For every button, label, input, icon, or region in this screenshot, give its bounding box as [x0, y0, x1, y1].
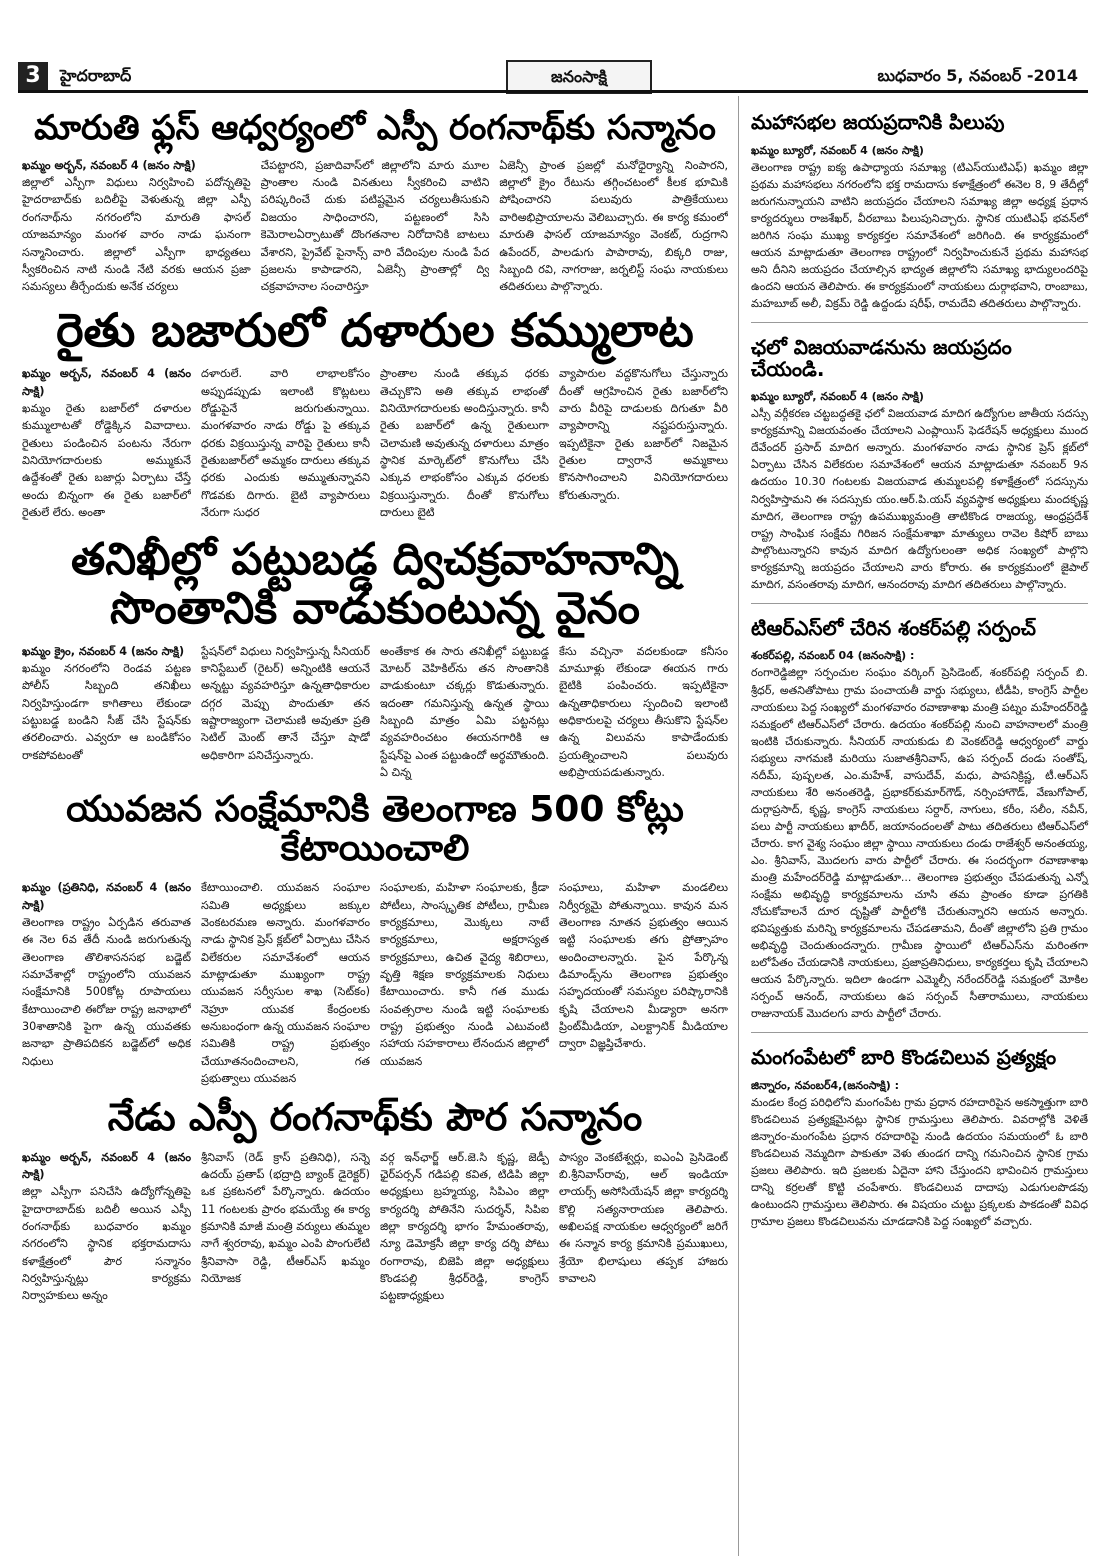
story-3-col-1 [22, 643, 191, 782]
story-8-body [751, 647, 1088, 1022]
story-1-body [22, 157, 728, 296]
story-2-col-1 [22, 365, 191, 521]
story-8-headline: టిఆర్ఎస్‌లో చేరిన శంకర్‌పల్లి సర్పంచ్ [751, 615, 1036, 640]
story-6-body [751, 142, 1088, 312]
story-4-headline-line-1: యువజన సంక్షేమానికి తెలంగాణ 500 కోట్లు [66, 789, 684, 831]
story-2-byline: ఖమ్మం అర్బన్, నవంబర్ 4 (జనం సాక్షి) [22, 367, 191, 398]
story-3-headline-line-2: సొంతానికి వాడుకుంటున్న వైనం [110, 583, 640, 635]
story-3-text-1: ఖమ్మం నగరంలోని రెండవ పట్టణ పోలీస్ సిబ్బంది తనిఖీలు నిర్వహిస్తుండగా కాగితాలు లేకుండా పట్టుబడ్డ బండిని సీజ్ చేసి స్టేషన్‌కు తరలించారు. ఎవ్వరూ ఆ బండికోసం రాకపోవటంతో [22, 661, 191, 762]
story-5-text-1: జిల్లా ఎస్పీగా పనిచేసి ఉద్యోగోన్నతిపై హైదారాబాద్‌కు బదిలీ అయిన ఎస్పీ రంగనాథ్‌కు బుధవారం ఖమ్మం నగరంలోని స్థానిక భక్తరామదాసు కళాక్షేత్రంలో పౌర సన్మానం నిర్వహిస్తున్నట్లు కార్యక్రమ నిర్వాహకులు అన్నం [22, 1185, 191, 1303]
story-4-col-4: సంఘాలు, మహిళా మండలిలు నిర్వీర్యమై పోతున్నాయి. కావున మన తెలంగాణ నూతన ప్రభుత్వం ఆయిన ఇట్టి సంఘాలకు తగు ప్రోత్సాహం అందించాలన్నారు. పైన పేర్కొన్న డిమాండ్స్‌ను తెలంగాణ ప్రభుత్వం సహృదయంతో సమస్యల పరిష్కారానికి కృషి చేయాలని మీడ్యారా అనగా ప్రింట్‌మీడియా, ఎలక్ట్రానిక్ మీడియాల ద్వారా విజ్ఞప్తిచేశారు. [559, 881, 728, 1051]
issue-date: బుధవారం 5, నవంబర్ -2014 [877, 66, 1078, 85]
story-1-col-3: ఏజెన్సీ ప్రాంత ప్రజల్లో మనోధైర్యాన్ని నింపారని, జిల్లాలో క్రైం రేటును తగ్గించటంలో కీలక భూమికి పోషించారని పలువురు పాత్రికేయులు వారిఅభిప్రాయాలను వెలిబుచ్చారు. ఈ కార్య కమంలో మారుతి ఫాసల్ యాజమాన్యం వెంకట్, రుద్రగాని ఉపేందర్, పాలడుగు పాపారావు, బిక్కరి రాజు, సిబ్బంది రవి, నాగరాజు, జర్నలిస్ట్ సంఘ నాయకులు తదితరులు పాల్గొన్నారు. [499, 158, 729, 294]
story-6-text: తెలంగాణ రాష్ట్ర ఐక్య ఉపాధ్యాయ సమాఖ్య (టిఎస్‌యుటిఎఫ్) ఖమ్మం జిల్లా ప్రథమ మహాసభలు నగరంలోని భక్త రామదాసు కళాక్షేత్రంలో ఈనెల 8, 9 తేదీల్లో జరుగనున్నాయని వాటిని జయప్రదం చేయాలని సమాఖ్య జిల్లా అధ్యక్ష ప్రధాన కార్యదర్శులు రాజశేఖర్, వీరబాబు పిలుపునిచ్చారు. స్థానిక యుటిఎఫ్ భవన్‌లో జరిగిన సంఘ ముఖ్య కార్యకర్తల సమావేశంలో జరిగింది. ఈ కార్యక్రమంలో ఆయన మాట్లాడుతూ తెలంగాణ రాష్ట్రంలో నిర్వహించుకునే ప్రథమ మహాసభ అని దీనిని జయప్రదం చేయాల్సిన భాద్యత జిల్లాలోని సమాఖ్య భాద్యులందరిపై ఉందని ఆయన తెలిపారు. ఈ కార్యక్రమంలో నాయకులు దుర్గాభవాని, రాంబాబు, మహబూబ్ అలీ, విక్రమ్ రెడ్డి ఉద్దండు షరీఫ్, రామదేవి తదితరులు పాల్గొన్నారు. [751, 160, 1088, 311]
masthead [18, 14, 1088, 92]
story-9-body [751, 1077, 1088, 1230]
story-9-byline: జిన్నారం, నవంబర్4,(జనంసాక్షి) : [751, 1079, 900, 1093]
masthead-rule [18, 90, 1088, 93]
story-7-headline: ఛలో విజయవాడనును జయప్రదం చేయండి. [751, 335, 1012, 381]
story-5-col-2: శ్రీనివాస్ (రెడ్ క్రాస్ ప్రతినిధి), సన్నె ఉదయ్ ప్రతాప్ (భద్రాద్రి బ్యాంక్ డైరెక్టర్) ఒక ప్రకటనలో పేర్కొన్నారు. ఉదయం 11 గంటలకు ప్రారం భమయ్యే ఈ కార్య క్రమానికి మాజీ మంత్రి వర్యులు తుమ్మల నాగే శ్వరరావు, ఖమ్మం ఎంపి పొంగులేటి శ్రీనివాసా రెడ్డి, టీఆర్ఎస్ ఖమ్మం నియోజక [201, 1150, 370, 1286]
story-3-byline: ఖమ్మం క్రైం, నవంబర్ 4 (జనం సాక్షి) [22, 644, 185, 658]
story-4-body [22, 879, 728, 1087]
story-3-col-2: స్టేషన్‌లో విధులు నిర్వహిస్తున్న సీనియర్ కానిస్టేబుల్ (రైటర్) అన్నింటికి ఆయనే అన్నట్టు వ్యవహరిస్తూ ఉన్నతాధికారుల దగ్గర మెప్పు పొందుతూ తన ఇష్టారాజ్యంగా చెలామణి అవుతూ ప్రతి సెటిల్ మెంట్ తానే చేస్తూ షాడో అధికారిగా పనిచేస్తున్నారు. [201, 644, 370, 762]
edition-city: హైదరాబాద్ [60, 66, 132, 85]
story-3-body [22, 643, 728, 782]
story-1-col-2: చేపట్టారని, ప్రజాదివాస్‌లో జిల్లాలోని మారు మూల ప్రాంతాల నుండి వినతులు స్వీకరించి వాటిని పరిష్కరించే దుకు పటిష్టమైన చర్యలుతీసుకుని విజయం సాధించారని, పట్టణంలో సిసి కెమెరాలఏర్పాటుతో దొంగతనాల నిరోదానికి బాటలు వేశారని, ప్రైవేట్ పైనాన్స్ వారి వేదింపుల నుండి పేద ప్రజలను కాపాడారని, ఏజెన్సీ ప్రాంతాల్లో ద్వి చక్రవాహనాల సంచారిస్తూ [260, 158, 490, 294]
story-8-text: రంగారెడ్డిజిల్లా సర్పంచుల సంఘం వర్కింగ్ ప్రెసిడెంట్, శంకర్‌పల్లి సర్పంచ్ బి. శ్రీధర్, అతనితోపాటు గ్రామ పంచాయతీ వార్డు సభ్యులు, టీడీపి, కాంగ్రెస్ పార్టీల నాయకులు పెద్ద సంఖ్యలో మంగళవారం రవాణాశాఖ మంత్రి పట్నం మహేందర్‌రెడ్డి సమక్షంలో టిఆర్ఎస్‌లో చేరారు. ఉదయం శంకర్‌పల్లి నుంచి వాహనాలలో మంత్రి ఇంటికి చేరుకున్నారు. సీనియర్ నాయకుడు బి వెంకట్‌రెడ్డి ఆధ్వర్యంలో వార్డు సభ్యులు నాగమణి మరియు సుజాతశ్రీనివాస్, ఉప సర్పంచ్ దండు సంతోష్, నదీమ్, పుష్పలత, ఎం.మహేశ్, వాసుదేవ్, మధు, పాపనిక్రిష్ణ, టీ.ఆర్ఎస్ నాయకులు శేరి అనంతరెడ్డి, ప్రభాకర్‌కుమార్‌గౌడ్, నర్సింహాగౌడ్, వేణుగోపాల్, దుర్గాప్రసాద్, కృష్ణ, కాంగ్రెస్ నాయకులు సర్దార్, నాగులు, కరీం, సలీం, నవీన్, పలు పార్టీ నాయకులు ఖాదీర్, జయానందంలతో పాటు తదితరులు టిఆర్ఎస్‌లో చేరారు. కాగ వైశ్య సంఘం జిల్లా స్థాయి నాయకులు దండు రాజేశ్వర్ అనంతయ్య, ఎం. శ్రీనివాస్, మొదలగు వారు పార్టీలో చేరారు. ఈ సందర్భంగా రవాణాశాఖ మంత్రి మహేందర్‌రెడ్డి మాట్లాడుతూ... తెలంగాణ ప్రభుత్వం చేపడుతున్న ఎన్నో సంక్షేమ అభివృద్ధి కార్యక్రమాలను చూసి తమ ప్రాంతం కూడా ప్రగతికి నోచుకోవాలనే దూర దృష్టితో పార్టీలోకి చేరుతున్నారని ఆయన అన్నారు. భవిష్యత్తుకు మరిన్ని కార్యక్రమాలను చేపడతామని, దీంతో జిల్లాలోని ప్రతి గ్రామం అభివృద్ధి చెందుతుందన్నారు. గ్రామీణ స్థాయిలో టిఆర్ఎస్‌ను మరింతగా బలోపేతం చేయడానికి నాయకులు, ప్రజాప్రతినిధులు, కార్యకర్తలు కృషి చేయాలని ఆయన పేర్కొన్నారు. ఇదిలా ఉండగా ఎమ్మెల్సీ నరేందర్‌రెడ్డి సమక్షంలో మోకిల సర్పంచ్ ఆనంద్, నాయకులు ఉప సర్పంచ్ సీతారాములు, నాయకులు రాజునాయక్ మొదలగు వారు పార్టీలో చేరారు. [751, 666, 1088, 1021]
story-1-col-1 [22, 157, 251, 296]
sidebar-divider [751, 1032, 1088, 1033]
paper-logo: జనంసాక్షి [506, 60, 652, 94]
story-4-col-3: సంఘాలకు, మహిళా సంఘాలకు, క్రీడా పోటీలు, సాంస్కృతిక పోటీలు, గ్రామీణ కార్యక్రమాలు, మొక్కలు నాటే కార్యక్రమాలు, అక్షరాస్యత కార్యక్రమాలు, ఉచిత వైద్య శిబిరాలు, వృత్తి శిక్షణ కార్యక్రమాలకు నిధులు కేటాయించారు. కానీ గత ముడు సంవత్సరాల నుండి ఇట్టి సంఘాలకు రాష్ట్ర ప్రభుత్వం నుండి ఎటువంటి సహాయ సహకారాలు లేనందున జిల్లాలో యువజన [380, 881, 549, 1068]
story-3-headline-line-1: తనిఖీల్లో పట్టుబడ్డ ద్విచక్రవాహనాన్ని [71, 533, 679, 585]
story-7-byline: ఖమ్మం బ్యూరో, నవంబర్ 4 (జనం సాక్షి) [751, 390, 924, 404]
story-4-text-1: తెలంగాణ రాష్ట్రం ఏర్పడిన తరువాత ఈ నెల 6వ తేదీ నుండి జరుగుతున్న తెలంగాణ తొలిశాసనసభ బడ్జెట్ సమావేశాల్లో రాష్ట్రంలోని యువజన సంక్షేమానికి 500కోట్ల రూపాయలు కేటాయించాలి ఈరోజు రాష్ట్ర జనాభాలో 30శాతానికి పైగా ఉన్న యువతకు జనాభా ప్రాతిపదికన బడ్జెట్‌లో అధిక నిధులు [22, 915, 191, 1068]
story-1-text-1: జిల్లాలో ఎస్పీగా విధులు నిర్వహించి పదోన్నతిపై హైదరాబాద్‌కు బదిలీపై వెళుతున్న జిల్లా ఎస్పీ రంగనాథ్‌ను నగరంలోని మారుతి ఫాసల్ యాజమాన్యం మంగళ వారం నాడు ఘనంగా సన్మానించారు. జిల్లాలో ఎస్పీగా భాధ్యతలు స్వీకరించిన నాటి నుండి నేటి వరకు ఆయన ప్రజా సమస్యలు తీర్చేందుకు అనేక చర్యలు [22, 176, 251, 294]
story-2-col-2: దళారులే. వారి లాభాలకోసం అప్పుడప్పుడు ఇలాంటి కొట్లటలు రోడ్డుపైనే జరుగుతున్నాయి. మంగళవారం నాడు రోడ్డు పై తక్కువ ధరకు విక్రయిస్తున్న వారిపై రైతులు కానీ రైతుబజార్‌లో అమ్మకం దారులు తక్కువ ధరకు ఎందుకు అమ్ముతున్నావని గొడవకు దిగారు. బైటి వ్యాపారులు నేరుగా సుధర [201, 367, 370, 520]
story-4-headline-line-2: కేటాయించాలి [280, 828, 470, 870]
story-2-body [22, 365, 728, 521]
story-4-byline: ఖమ్మం (ప్రతినిధి, నవంబర్ 4 (జనం సాక్షి) [22, 881, 191, 912]
story-5-col-1 [22, 1149, 191, 1305]
story-4-col-2: కేటాయించాలి. యువజన సంఘాల సమితి అధ్యక్షులు జక్కుల వెంకటరమణ అన్నారు. మంగళవారం నాడు స్థానిక ప్రెస్ క్లబ్‌లో ఏర్పాటు చేసిన విలేకరుల సమావేశంలో ఆయన మాట్లాడుతూ ముఖ్యంగా రాష్ట్ర యువజన సర్వీసుల శాఖ (సెట్‌కం) నెహ్రూ యువక కేంద్రంలకు అనుబంధంగా ఉన్న యువజన సంఘాల సమితికి రాష్ట్ర ప్రభుత్వం చేయూతనందించాలని, గత ప్రభుత్వాలు యువజన [201, 881, 370, 1086]
story-2-headline: రైతు బజారులో దళారుల కమ్ములాట [56, 302, 694, 357]
story-2-col-3: ప్రాంతాల నుండి తక్కువ ధరకు తెచ్చుకొని అతి తక్కువ లాభంతో వినియోగదారులకు అందిస్తున్నారు. కానీ రైతు బజార్‌లో ఉన్న రైతులుగా చెలామణి అవుతున్న దళారులు మాత్రం స్థానిక మార్కెట్‌లో కొనుగోలు చేసి ఎక్కువ లాభంకోసం ఎక్కువ ధరలకు విక్రయిస్తున్నారు. దీంతో కొనుగోలు దారులు బైటి [380, 367, 549, 520]
story-5-body [22, 1149, 728, 1305]
sidebar-divider [751, 322, 1088, 323]
story-9-text: మండల కేంద్ర పరిధిలోని మంగంపేట గ్రామ ప్రధాన రహదారిపైన అకస్మాత్తుగా బారి కొండచిలువ ప్రత్యక్షమైనట్లు స్థానిక గ్రామస్తులు తెలిపారు. వివరాల్లోకి వెళితే జిన్నారం-మంగంపేట ప్రధాన రహదారిపై నుండి ఉదయం సమయంలో ఓ బారి కొండచిలువ నెమ్మదిగా పాకుతూ వెళు తుండగ దాన్ని గమనించిన స్థానిక గ్రామ ప్రజలు తెలిపారు. ఇది ప్రజలకు ఏదైనా హాని చేస్తుందని భావించిన గ్రామస్తులు దాన్ని కర్రలతో కొట్టి చంపేశారు. కొండచిలువ దాదాపు ఎడుగులపొడవు ఉంటుందని గ్రామస్తులు తెలిపారు. ఈ విషయం చుట్టు ప్రక్కలకు పాకడంతో వివిధ గ్రామాల ప్రజలు కొండచిలువను చూడడానికి పెద్ద సంఖ్యలో వచ్చారు. [751, 1096, 1088, 1229]
story-6-byline: ఖమ్మం బ్యూరో, నవంబర్ 4 (జనం సాక్షి) [751, 143, 924, 157]
story-2-col-4: వ్యాపారుల వద్దకొనుగోలు చేస్తున్నారు దీంతో ఆగ్రహించిన రైతు బజార్‌లోని వారు వీరిపై దాడులకు దిగుతూ వీరి వ్యాపారాన్ని నష్టపరుస్తున్నారు. ఇప్పటికైనా రైతు బజార్‌లో నిజమైన రైతుల ద్వారానే అమ్మకాలు కొనసాగించాలని వినియోగదారులు కోరుతున్నారు. [559, 367, 728, 502]
story-5-col-3: వర్గ ఇన్‌ఛార్జ్ ఆర్.జె.సి కృష్ణ, జెడ్పీ ఛైర్‌పర్సన్ గడిపల్లి కవిత, టిడిపి జిల్లా అధ్యక్షులు బ్రహ్మయ్య, సిపిఎం జిల్లా కార్యదర్శి పోతినేని సుదర్శన్, సిపిఐ జిల్లా కార్యదర్శి భాగం హేమంతరావు, న్యూ డెమోక్రసీ జిల్లా కార్య దర్శి పోటు రంగారావు, బిజెపి జిల్లా అధ్యక్షులు కొండపల్లి శ్రీధర్‌రెడ్డి, కాంగ్రెస్ పట్టణాధ్యక్షులు [380, 1150, 549, 1303]
story-3-col-4: కేసు వచ్చినా వదలకుండా కనీసం మామూళ్లు లేకుండా ఈయన గారు బైటికి పంపించరు. ఇప్పటికైనా ఉన్నతాధికారులు స్పందించి ఇలాంటి అధికారులపై చర్యలు తీసుకొని స్టేషన్‌ల ఉన్న విలువను కాపాడేందుకు ప్రయత్నించాలని పలువురు అభిప్రాయపడుతున్నారు. [559, 644, 728, 780]
story-4-col-1 [22, 879, 191, 1087]
main-column [22, 96, 728, 1556]
story-2-text-1: ఖమ్మం రైతు బజార్‌లో దళారుల కుమ్ములాటతో రోడ్డెక్కిన వివాదాలు. రైతులు పండించిన పంటను నేరుగా వినియోగదారులకు అమ్ముకునే ఉద్దేశంతో రైతు బజార్లు ఏర్పాటు చేస్తే అందు బిన్నంగా ఈ రైతు బజార్‌లో రైతులే లేరు. అంతా [22, 401, 191, 520]
story-8-byline: శంకర్‌పల్లి, నవంబర్ 04 (జనంసాక్షి) : [751, 649, 915, 663]
sidebar-divider [751, 603, 1088, 604]
story-5-byline: ఖమ్మం అర్బన్, నవంబర్ 4 (జనం సాక్షి) [22, 1150, 191, 1181]
page-number: 3 [18, 62, 48, 90]
story-5-col-4: పాస్యం వెంకటేశ్వర్లు, ఐఎంఏ ప్రెసిడెంట్ బి.శ్రీనివాస్‌రావు, ఆల్ ఇండియా లాయర్స్ అసోసియేషన్ జిల్లా కార్యదర్శి కొల్లి సత్యనారాయణ తెలిపారు. అఖిలపక్ష నాయకుల ఆధ్వర్యంలో జరిగే ఈ సన్మాన కార్య క్రమానికి ప్రముఖులు, శ్రేయో భిలాషులు తప్పక హాజరు కావాలని [559, 1150, 728, 1286]
sidebar-column [738, 96, 1088, 1556]
story-1-byline: ఖమ్మం అర్బన్, నవంబర్ 4 (జనం సాక్షి) [22, 158, 196, 172]
story-3-col-3: అంతేకాక ఈ సారు తనిఖీల్లో పట్టుబడ్డ మోటర్ వెహికిల్‌ను తన సొంతానికి వాడుకుంటూ చక్కర్లు కొడుతున్నారు. ఇదంతా గమనిస్తున్న ఉన్నత స్థాయి సిబ్బంది మాత్రం ఏమి పట్టనట్లు వ్యవహరించటం ఈయనగారికి ఆ స్టేషన్‌పై ఎంత పట్టుఉందో అర్థమౌతుంది. ఏ చిన్న [380, 644, 549, 780]
story-9-headline: మంగంపేటలో బారి కొండచిలువ ప్రత్యక్షం [751, 1045, 1057, 1070]
story-6-headline: మహాసభల జయప్రదానికి పిలుపు [751, 110, 1005, 134]
story-5-headline: నేడు ఎస్పీ రంగనాథ్‌కు పౌర సన్మానం [107, 1095, 643, 1140]
story-1-headline: మారుతి ఫ్లస్ ఆధ్వర్యంలో ఎస్పీ రంగనాథ్‌కు సన్మానం [34, 108, 716, 148]
story-7-text: ఎస్సీ వర్గీకరణ చట్టబద్ధతకై ఛలో విజయవాడ మాదిగ ఉద్యోగుల జాతీయ సదస్సు కార్యక్రమాన్ని విజయవంతం చేయాలని ఎంప్లాయిస్ ఫెడరేషన్ అధ్యక్షులు ముంద దేవేందర్ ప్రసాద్ మాదిగ అన్నారు. మంగళవారం నాడు స్థానిక ప్రెస్ క్లబ్‌లో ఏర్పాటు చేసిన విలేకరుల సమావేశంలో ఆయన మాట్లాడుతూ నవంబర్ 9న ఉదయం 10.30 గంటలకు విజయవాడ తుమ్మలపల్లి కళాక్షేత్రంలో సదస్సును నిర్వహిస్తామని ఈ సదస్సుకు యం.ఆర్.పి.యస్ వ్యవస్థాక అధ్యక్షులు మందకృష్ణ మాదిగ, తెలంగాణ రాష్ట్ర ఉపముఖ్యమంత్రి తాటికొండ రాజయ్య, ఆంధ్రప్రదేశ్ రాష్ట్ర సాంఘిక సంక్షేమ గిరిజన సంక్షేమశాఖా మాత్యులు రావెల కిషోర్ బాబు పాల్గొంటున్నారని కావున మాదిగ ఉద్యోగులంతా అధిక సంఖ్యలో పాల్గొని కార్యక్రమాన్ని జయప్రదం చేయాలని వారు కోరారు. ఈ కార్యక్రమంలో జైపాల్ మాదిగ, వసంతరావు మాదిగ, ఆనందరావు మాదిగ తదితరులు పాల్గొన్నారు. [751, 407, 1088, 591]
story-7-body [751, 388, 1088, 593]
